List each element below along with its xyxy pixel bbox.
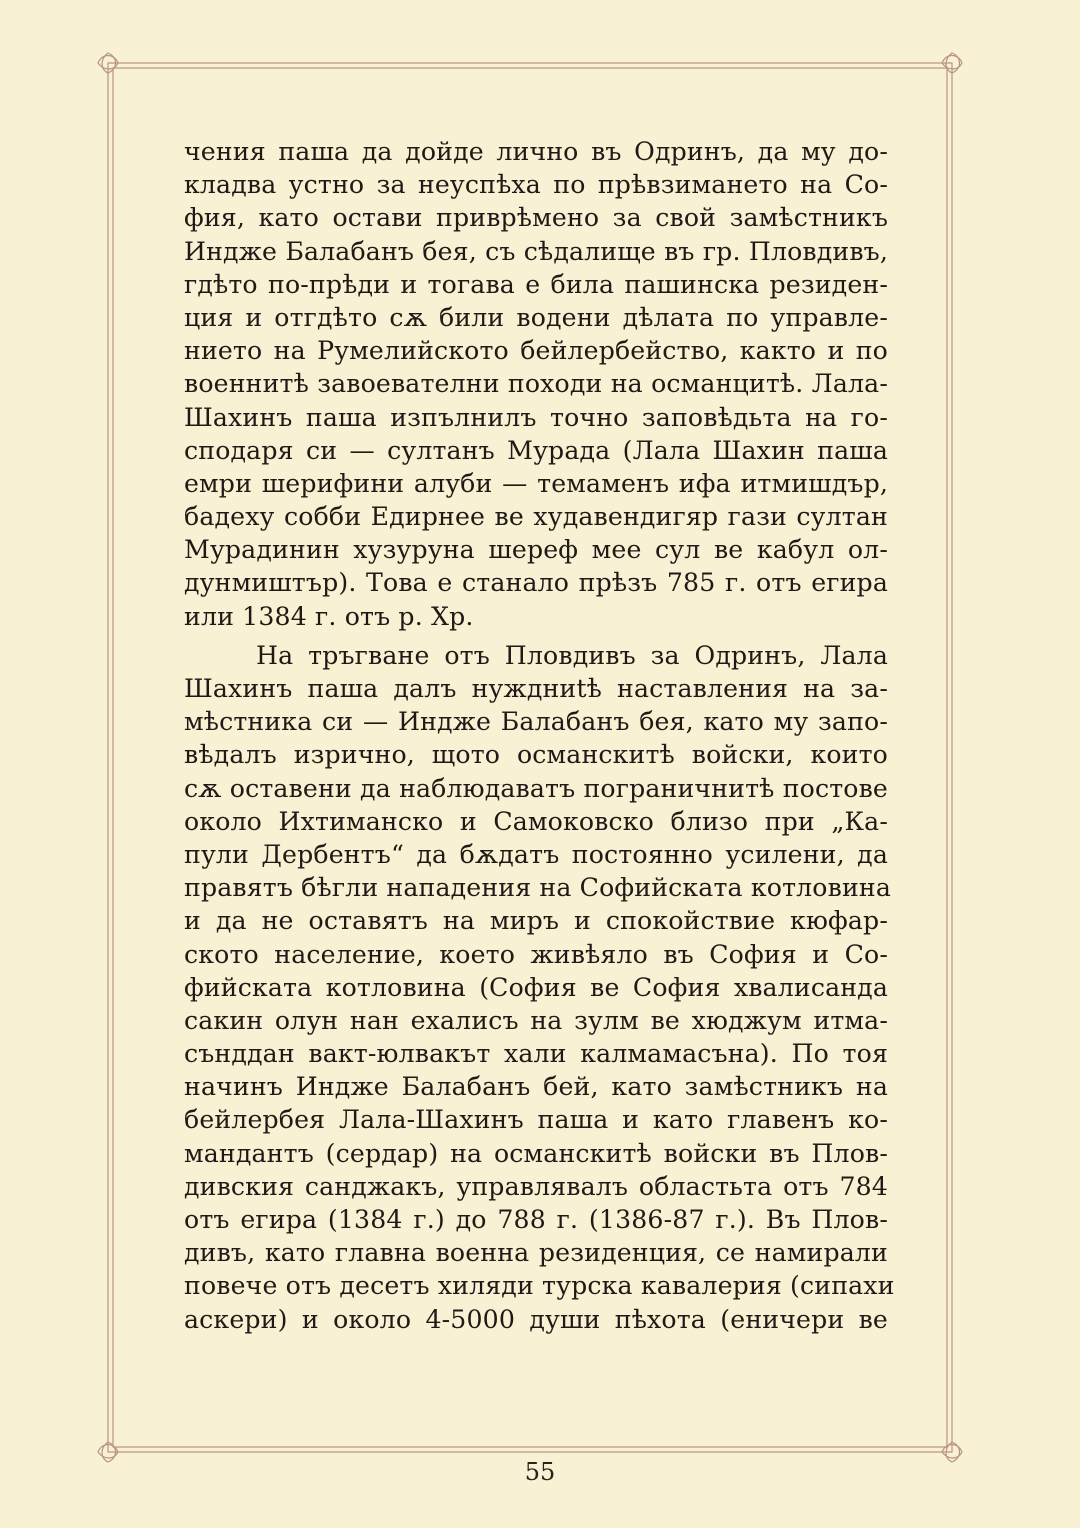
body-text	[184, 135, 895, 1336]
text-line: дивъ, като главна военна резиденция, се намирали	[184, 1238, 888, 1268]
text-line: пули Дербентъ“ да бѫдатъ постоянно усилени, да	[184, 839, 888, 869]
page-number: 55	[524, 1458, 556, 1486]
text-line: ция и отгдѣто сѫ били водени дѣлата по управле-	[184, 302, 888, 332]
paragraph-2	[184, 639, 895, 1336]
text-line: военнитѣ завоевателни походи на османцитѣ. Лала-	[184, 369, 888, 399]
text-line: мандантъ (сердар) на османскитѣ войски въ Плов-	[184, 1138, 888, 1168]
text-line: емри шерифини алуби — темаменъ ифа итмишдър,	[184, 468, 888, 498]
text-line: Шахинъ паша далъ нуждниtѣ наставления на за-	[184, 674, 888, 703]
text-line: или 1384 г. отъ р. Хр.	[184, 601, 474, 631]
text-line: сѫ оставени да наблюдаватъ пограничнитѣ постове	[184, 773, 888, 803]
text-line: фия, като остави приврѣмено за свой замѣстникъ	[184, 203, 888, 233]
text-line: вѣдалъ изрично, щото османскитѣ войски, които	[184, 740, 888, 770]
text-line: нието на Румелийското бейлербейство, както и по	[184, 336, 888, 366]
text-line: Шахинъ паша изпълнилъ точно заповѣдьта на го-	[184, 402, 888, 432]
text-line: и да не оставятъ на миръ и спокойствие кюфар-	[184, 906, 888, 936]
text-line: аскери) и около 4-5000 души пѣхота (еничери ве	[184, 1304, 888, 1334]
text-line: правятъ бѣгли нападения на Софийската котловина	[184, 873, 891, 903]
text-line: сподаря си — султанъ Мурада (Лала Шахин паша	[184, 435, 888, 465]
text-line: дунмиштър). Това е станало прѣзъ 785 г. отъ егира	[184, 568, 888, 598]
text-line: чения паша да дойде лично въ Одринъ, да му до-	[184, 137, 888, 166]
text-line: гдѣто по-прѣди и тогава е била пашинска резиден-	[184, 269, 888, 299]
text-line: На тръгване отъ Пловдивъ за Одринъ, Лала	[256, 640, 888, 670]
text-line: кладва устно за неуспѣха по прѣвзимането на Со-	[184, 170, 888, 200]
text-line: дивския санджакъ, управлявалъ областьта отъ 784	[184, 1171, 888, 1201]
text-line: бадеху собби Едирнее ве худавендигяр гази султан	[184, 502, 888, 532]
text-line: мѣстника си — Индже Балабанъ бея, като му запо-	[184, 707, 888, 737]
text-line: Мурадинин хузуруна шереф мее сул ве кабул ол-	[184, 535, 888, 565]
text-line: ското население, което живѣяло въ София и Со-	[184, 939, 888, 969]
text-line: Индже Балабанъ бея, съ сѣдалище въ гр. Пловдивъ,	[184, 236, 888, 266]
text-line: повече отъ десетъ хиляди турска кавалерия (сипахи	[184, 1271, 895, 1301]
paragraph-1	[184, 135, 888, 633]
text-line: бейлербея Лала-Шахинъ паша и като главенъ ко-	[184, 1105, 888, 1135]
text-line: начинъ Индже Балабанъ бей, като замѣстникъ на	[184, 1072, 888, 1102]
text-line: около Ихтиманско и Самоковско близо при „Ка-	[184, 806, 888, 836]
text-line: отъ егира (1384 г.) до 788 г. (1386-87 г.). Въ Плов-	[184, 1205, 888, 1234]
text-line: сънддан вакт-юлвакът хали калмамасъна). По тоя	[184, 1039, 888, 1069]
text-line: фийската котловина (София ве София хвалисанда	[184, 972, 888, 1002]
text-line: сакин олун нан ехалисъ на зулм ве хюджум итма-	[184, 1005, 888, 1035]
